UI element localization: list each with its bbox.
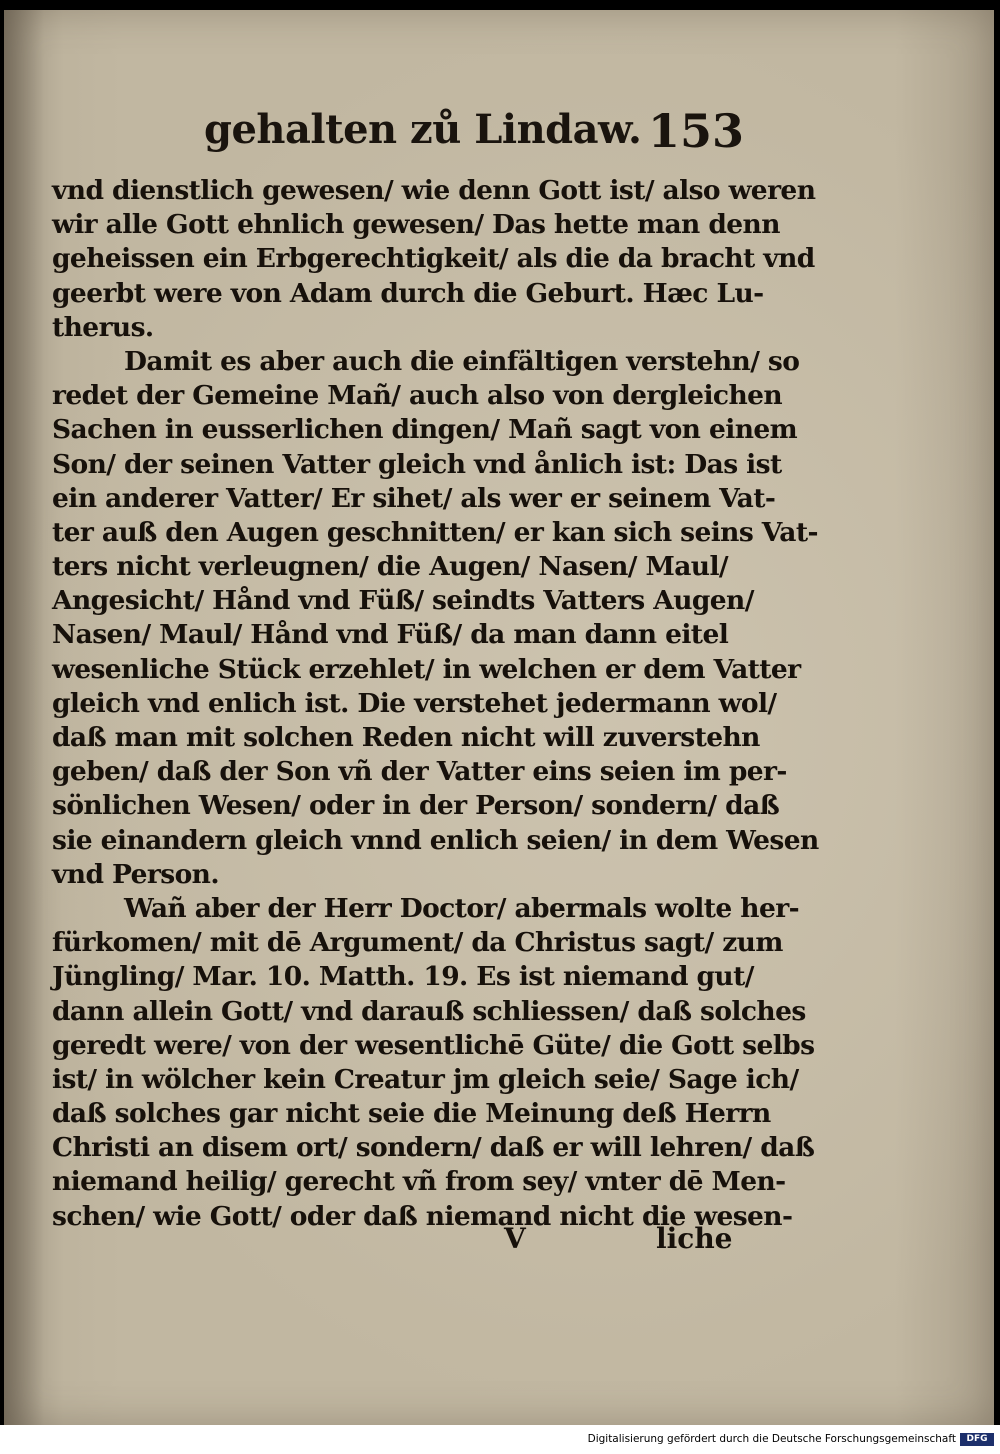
text-line: schen/ wie Gott/ oder daß niemand nicht die wesen- <box>52 1200 793 1232</box>
text-line: daß man mit solchen Reden nicht will zuverstehn <box>52 722 760 753</box>
body-text <box>52 174 819 1234</box>
text-line: daß solches gar nicht seie die Meinung deß Herrn <box>52 1098 771 1130</box>
footer-bar <box>0 1425 1000 1454</box>
text-line: geredt were/ von der wesentlichē Güte/ die Gott selbs <box>52 1029 815 1061</box>
paragraph-start-line: Wañ aber der Herr Doctor/ abermals wolte her- <box>124 892 799 924</box>
page-header <box>124 106 744 166</box>
dfg-logo-icon: DFG <box>960 1433 994 1446</box>
text-line: ein anderer Vatter/ Er sihet/ als wer er seinem Vat- <box>52 482 776 514</box>
text-line: dann allein Gott/ vnd darauß schliessen/ daß solches <box>52 995 806 1027</box>
text-line: vnd Person. <box>52 858 219 890</box>
text-line: wesenliche Stück erzehlet/ in welchen er dem Vatter <box>52 653 801 685</box>
text-line: Christi an disem ort/ sondern/ daß er will lehren/ daß <box>52 1132 815 1164</box>
text-line: fürkomen/ mit dē Argument/ da Christus sagt/ zum <box>52 927 783 959</box>
text-line: ters nicht verleugnen/ die Augen/ Nasen/ Maul/ <box>52 551 728 583</box>
text-line: Nasen/ Maul/ Hånd vnd Füß/ da man dann eitel <box>52 619 729 651</box>
text-line: redet der Gemeine Mañ/ auch also von dergleichen <box>52 380 783 412</box>
text-line: wir alle Gott ehnlich gewesen/ Das hette man denn <box>52 209 780 241</box>
text-line: therus. <box>52 311 154 343</box>
text-line: geheissen ein Erbgerechtigkeit/ als die da bracht vnd <box>52 243 815 275</box>
text-line: sie einandern gleich vnnd enlich seien/ in dem Wesen <box>52 824 819 856</box>
text-line: Sachen in eusserlichen dingen/ Mañ sagt von einem <box>52 414 798 446</box>
text-line: Son/ der seinen Vatter gleich vnd ånlich ist: Das ist <box>52 448 782 480</box>
funding-credit: Digitalisierung gefördert durch die Deutsche Forschungsgemeinschaft <box>587 1433 956 1445</box>
text-line: Angesicht/ Hånd vnd Füß/ seindts Vatters Augen/ <box>52 585 754 617</box>
text-line: ist/ in wölcher kein Creatur jm gleich seie/ Sage ich/ <box>52 1063 799 1095</box>
text-line: gleich vnd enlich ist. Die verstehet jedermann wol/ <box>52 687 777 719</box>
book-page <box>4 10 994 1425</box>
text-line: Jüngling/ Mar. 10. Matth. 19. Es ist niemand gut/ <box>52 961 754 993</box>
paragraph-start-line: Damit es aber auch die einfältigen verstehn/ so <box>124 345 800 377</box>
catchline <box>4 1222 1000 1262</box>
page-number: 153 <box>647 104 744 158</box>
page-gutter-shadow <box>4 10 44 1425</box>
text-line: vnd dienstlich gewesen/ wie denn Gott ist/ also weren <box>52 175 816 206</box>
text-line: sönlichen Wesen/ oder in der Person/ sondern/ daß <box>52 790 780 822</box>
running-title: gehalten zů Lindaw. <box>204 106 642 153</box>
text-line: ter auß den Augen geschnitten/ er kan sich seins Vat- <box>52 516 818 548</box>
text-line: geben/ daß der Son vñ der Vatter eins seien im per- <box>52 756 787 788</box>
signature-mark: V <box>504 1222 526 1255</box>
text-line: niemand heilig/ gerecht vñ from sey/ vnter dē Men- <box>52 1166 786 1198</box>
catchword: liche <box>656 1222 733 1255</box>
text-line: geerbt were von Adam durch die Geburt. Hæc Lu- <box>52 277 764 309</box>
